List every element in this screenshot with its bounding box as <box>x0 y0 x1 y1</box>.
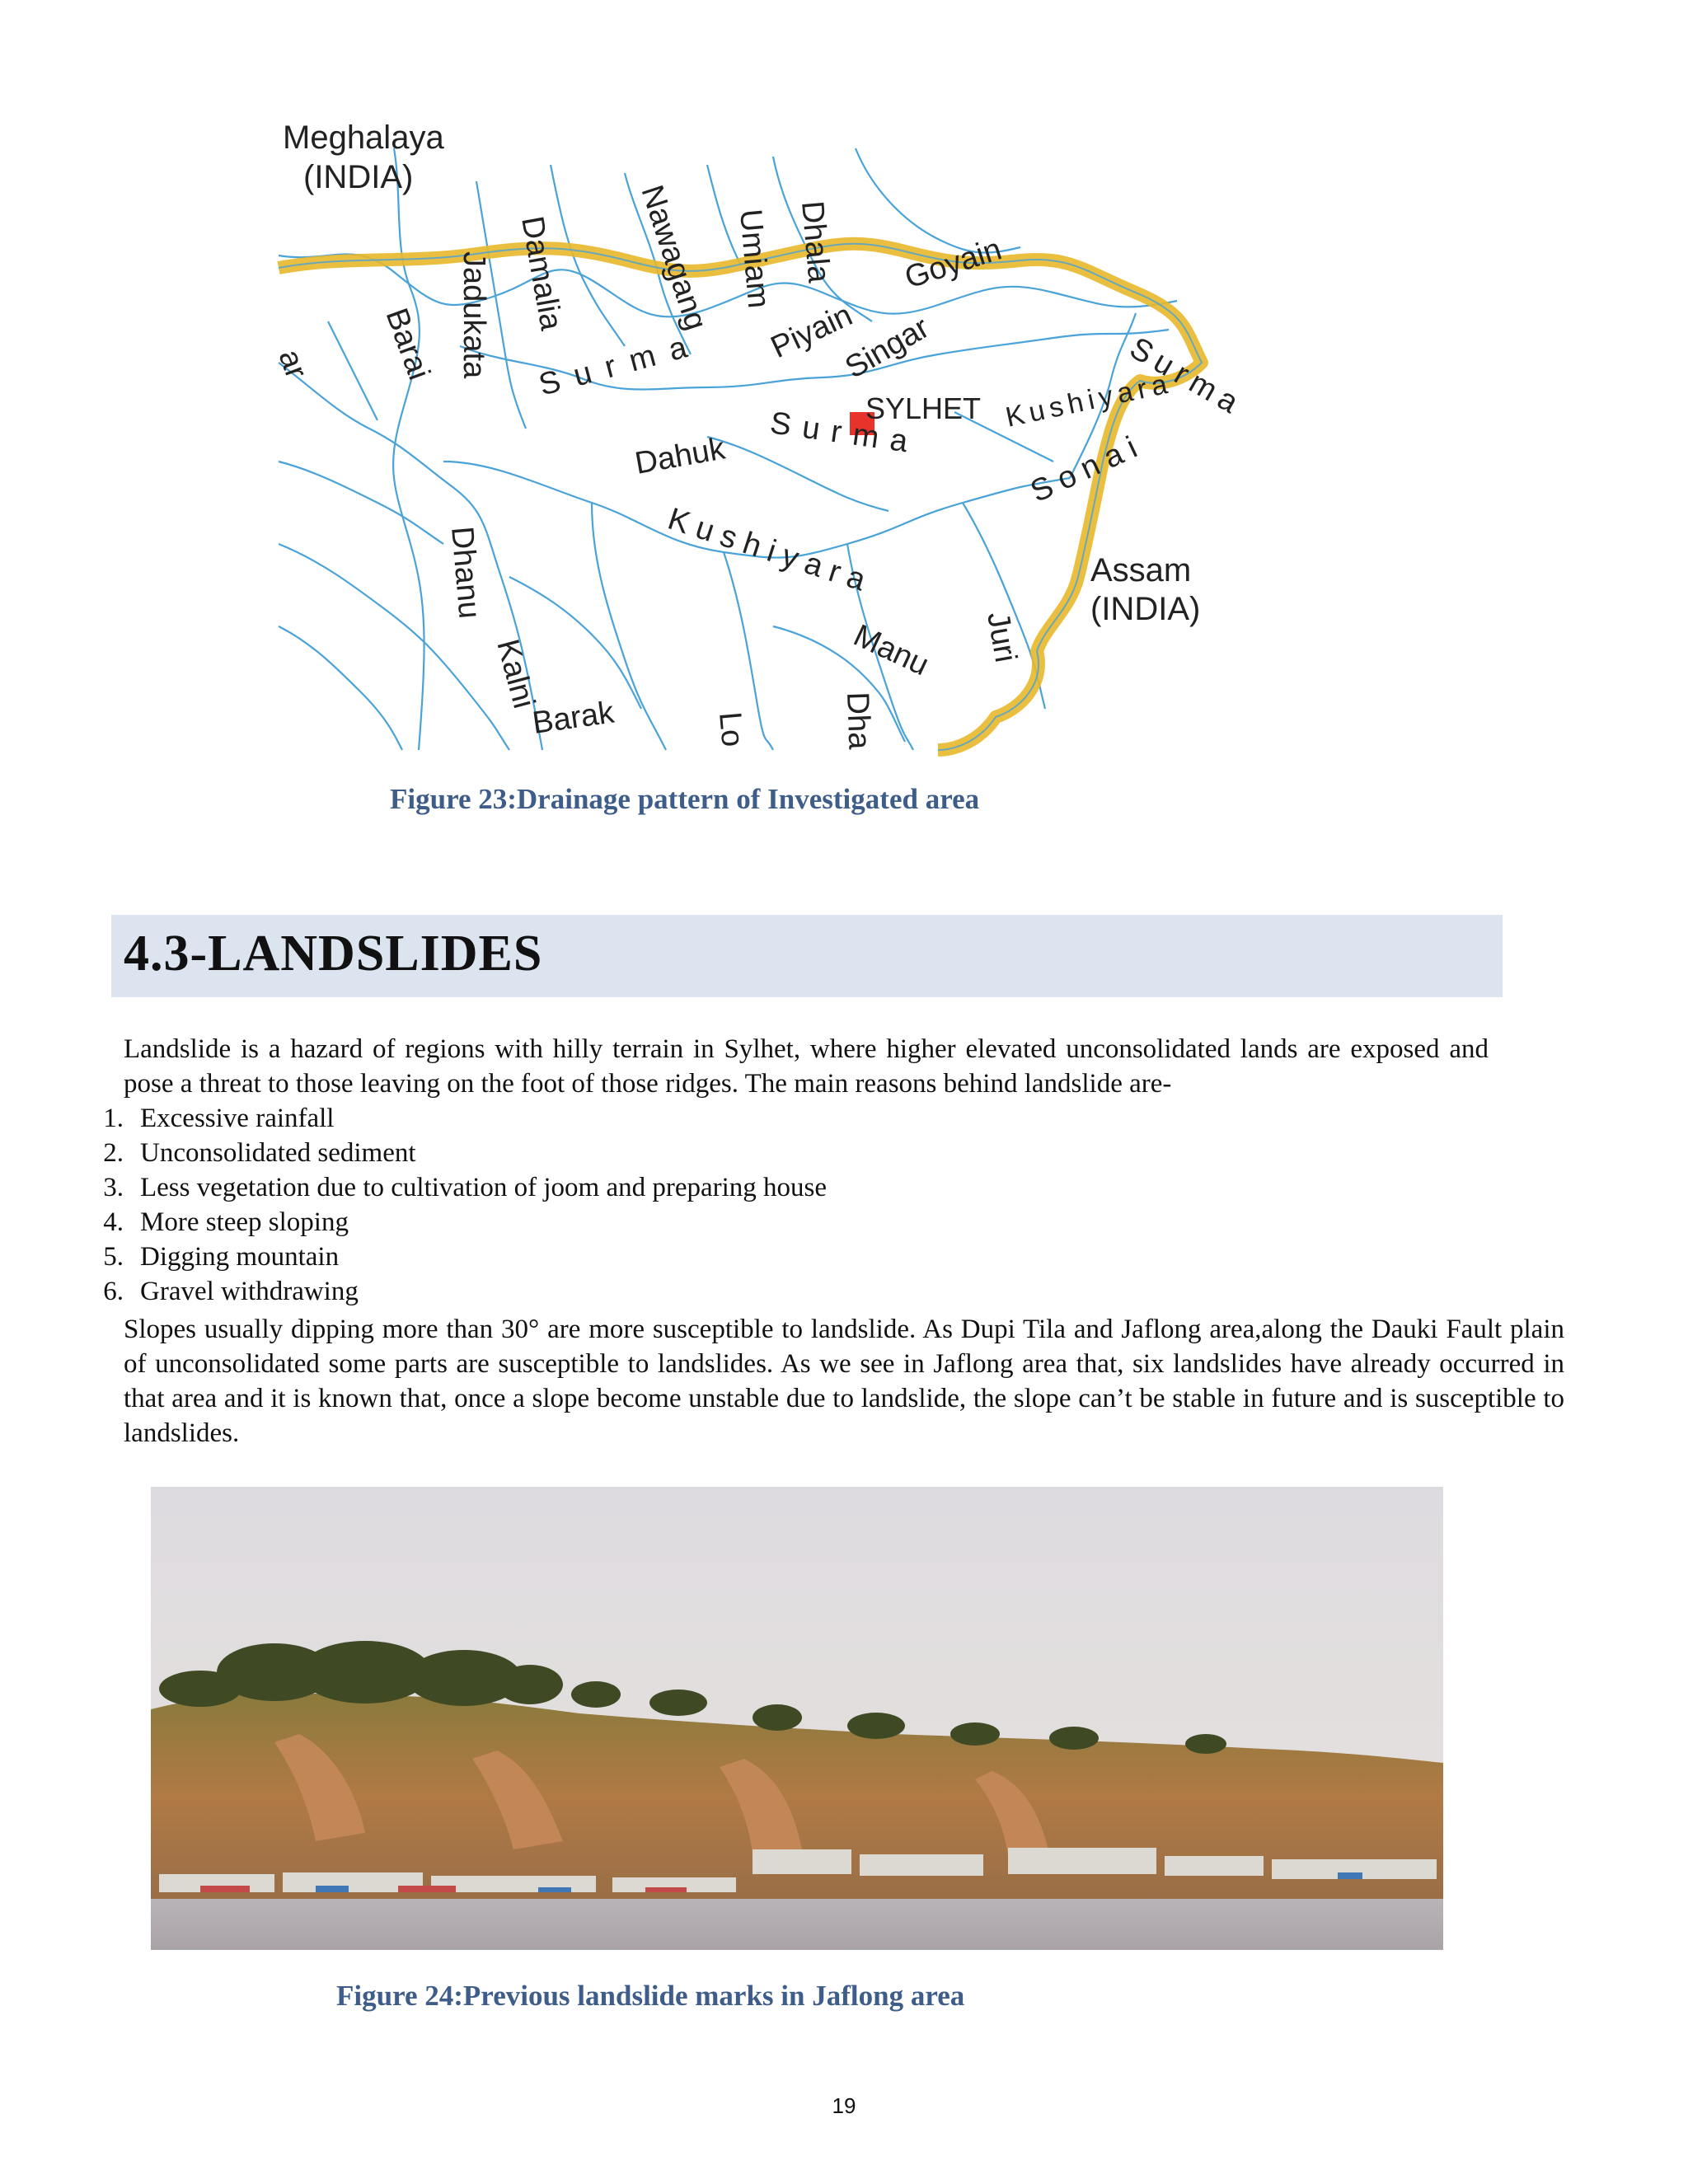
river-label-barai: Barai <box>378 303 437 385</box>
river-label-barak: Barak <box>530 695 617 741</box>
river-label-surma-west: Surma <box>535 326 706 403</box>
river-label-kalni: Kalni <box>490 635 542 712</box>
river-label-surma-east: Surma <box>1123 330 1250 424</box>
sylhet-label: SYLHET <box>865 391 982 425</box>
slope-paragraph: Slopes usually dipping more than 30° are more susceptible to landslide. As Dupi Tila and Jaflong area,along the Dauki Fault plain of unconsolidated some parts are susceptible to landslides. As we see in Jaflong area that, six landslides have already occurred in that area and it is known that, once a slope become unstable due to landslide, the slope can’t be stable in future and is susceptible to landslides. <box>124 1315 1564 1448</box>
river-label-piyain: Piyain <box>766 298 858 366</box>
river-label-singar: Singar <box>839 310 935 386</box>
river-label-juri: Juri <box>980 609 1024 665</box>
meghalaya-label: Meghalaya <box>283 120 444 156</box>
river-label-sonai: Sonai <box>1025 426 1151 510</box>
river-label-jadukata: Jadukata <box>457 251 491 379</box>
assam-country-label: (INDIA) <box>1090 591 1201 627</box>
assam-label: Assam <box>1090 552 1192 588</box>
reasons-list <box>66 1101 1500 1309</box>
list-item: 6. Gravel withdrawing <box>103 1277 359 1306</box>
section-heading: 4.3-LANDSLIDES <box>124 926 543 982</box>
river-label-ar: ar <box>271 344 314 383</box>
list-item: 3. Less vegetation due to cultivation of joom and preparing house <box>103 1173 828 1202</box>
list-item: 5. Digging mountain <box>103 1242 340 1272</box>
river-label-dhala: Dhala <box>795 199 837 284</box>
meghalaya-country-label: (INDIA) <box>303 159 414 195</box>
list-item: 4. More steep sloping <box>103 1207 349 1237</box>
river-label-damalia: Damalia <box>514 213 569 333</box>
drainage-map <box>271 115 1250 750</box>
list-item: 1. Excessive rainfall <box>103 1104 335 1133</box>
river-label-surma-central: Surma <box>767 405 921 462</box>
river-label-kushiyara-north: Kushiyara <box>1002 367 1175 434</box>
river-label-dahuk: Dahuk <box>632 431 728 481</box>
intro-paragraph: Landslide is a hazard of regions with hilly terrain in Sylhet, where higher elevated unconsolidated lands are exposed and pose a threat to those leaving on the foot of those ridges. The main reasons behind landslide are- <box>124 1034 1489 1099</box>
river-label-umiam: Umiam <box>733 208 776 310</box>
river-label-lo: Lo <box>712 710 750 748</box>
list-item: 2. Unconsolidated sediment <box>103 1138 416 1168</box>
figure-24-caption: Figure 24:Previous landslide marks in Jaflong area <box>336 1980 965 2012</box>
landslide-photo <box>151 1487 1443 1950</box>
figure-23-caption: Figure 23:Drainage pattern of Investigated area <box>390 783 980 815</box>
river-label-manu: Manu <box>848 618 935 683</box>
river-label-kushiyara-south: Kushiyara <box>663 501 878 601</box>
page-number: 19 <box>832 2093 856 2118</box>
river-label-dhanu: Dhanu <box>444 525 487 621</box>
river-label-nawagang: Nawagang <box>634 180 714 335</box>
river-label-goyain: Goyain <box>900 232 1006 296</box>
river-label-dha: Dha <box>840 691 877 750</box>
